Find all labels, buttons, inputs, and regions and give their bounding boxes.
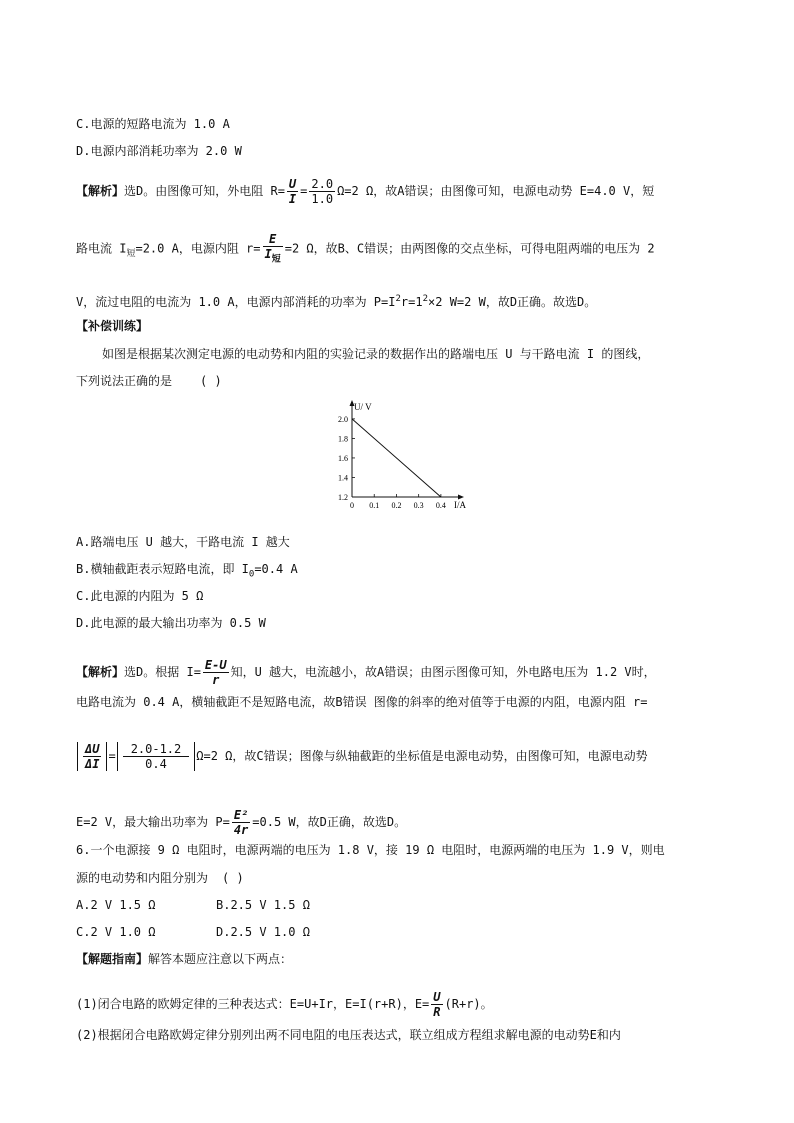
y-tick-label: 1.6 (338, 453, 348, 463)
y-tick-label: 2.0 (338, 414, 348, 424)
x-tick-label: 0.4 (435, 501, 446, 510)
text: 下列说法正确的是 (76, 374, 173, 388)
sub: 0 (248, 569, 255, 580)
choice-d: D.此电源的最大输出功率为 0.5 W (76, 616, 266, 630)
text: ×2 W=2 W，故D正确。故选D。 (428, 295, 597, 309)
guide-header (76, 951, 292, 967)
y-tick-label: 1.8 (338, 434, 348, 444)
option-d-previous: D.电源内部消耗功率为 2.0 W (76, 144, 242, 158)
text: 知，U 越大，电流越小，故A错误；由图示图像可知，外电路电压为 1.2 V时， (230, 665, 656, 679)
answer-blank: ( ) (222, 871, 244, 885)
x-tick-label: 0.1 (369, 501, 380, 510)
q6-choice-d: D.2.5 V 1.0 Ω (216, 925, 310, 939)
q6-line-1: 6.一个电源接 9 Ω 电阻时，电源两端的电压为 1.8 V，接 19 Ω 电阻时，电源两端的电压为 1.9 V，则电 (76, 843, 665, 857)
answer-blank: ( ) (200, 374, 222, 388)
analysis-2-line-2: 电路电流为 0.4 A，横轴截距不是短路电流，故B错误 图像的斜率的绝对值等于电源的内阻，电源内阻 r= (76, 695, 648, 709)
fraction-u-over-r: $\frac{U}{R}$ (433, 990, 441, 1019)
analysis-2-line-3 (76, 742, 648, 771)
text: 选D。由图像可知，外电阻 R= (124, 184, 285, 198)
x-axis-arrow (458, 495, 464, 500)
y-tick-label: 1.2 (338, 493, 348, 502)
analysis-tag: 【解析】 (76, 184, 125, 198)
subscript: 短 (126, 249, 136, 260)
fraction-values: $\frac{2.0}{1.0}$ (311, 177, 334, 206)
text: =0.4 A (254, 562, 298, 576)
u-i-chart (326, 400, 466, 520)
x-tick-label: 0.3 (413, 501, 424, 510)
y-axis-label: U/ V (354, 402, 372, 412)
fraction-u-over-i: $\frac{U}{I}$ (288, 177, 297, 206)
text: =2.0 A，电源内阻 r= (135, 241, 261, 256)
q6-line-2 (76, 870, 244, 886)
guide-tag: 【解题指南】 (76, 952, 149, 966)
y-tick-label: 1.4 (338, 473, 348, 483)
text: 解答本题应注意以下两点： (148, 952, 293, 966)
analysis-2-line-4 (76, 808, 406, 837)
choice-a: A.路端电压 U 越大，干路电流 I 越大 (76, 535, 290, 549)
text: (R+r)。 (444, 997, 493, 1011)
question-line-2 (76, 373, 222, 389)
analysis-tag: 【解析】 (76, 665, 125, 679)
text: 源的电动势和内阻分别为 (76, 871, 209, 885)
q6-choice-c: C.2 V 1.0 Ω (76, 925, 156, 939)
analysis-1-line-1 (76, 177, 654, 206)
question-line-1: 如图是根据某次测定电源的电动势和内阻的实验记录的数据作出的路端电压 U 与干路电流 I 的图线， (102, 347, 650, 361)
sup: 2 (395, 294, 401, 304)
analysis-2-line-1 (76, 658, 656, 687)
text: =2 Ω，故B、C错误；由两图像的交点坐标，可得电阻两端的电压为 2 (284, 241, 655, 256)
fraction-e2-over-4r: $\frac{\text{E²}}{4r}$ (233, 808, 249, 837)
abs-delta-u-over-delta-i: $\frac{\Delta U}{\Delta I}$ (77, 742, 107, 771)
guide-point-1 (76, 990, 493, 1019)
x-tick-label: 0.2 (391, 501, 402, 510)
text: =0.5 W，故D正确，故选D。 (252, 815, 407, 829)
analysis-1-line-2 (76, 232, 655, 266)
text: Ω=2 Ω，故A错误；由图像可知，电源电动势 E=4.0 V，短 (337, 184, 655, 198)
supplement-title: 【补偿训练】 (76, 319, 149, 333)
option-c-previous: C.电源的短路电流为 1.0 A (76, 117, 230, 131)
fraction-e-minus-u-over-r: $\frac{E-U}{r}$ (204, 658, 227, 687)
sup: 2 (422, 294, 429, 304)
choice-c: C.此电源的内阻为 5 Ω (76, 589, 204, 603)
text: V，流过电阻的电流为 1.0 A，电源内部消耗的功率为 P=I (76, 295, 396, 309)
x-axis-label: I/A (454, 500, 466, 510)
text: = (300, 184, 308, 198)
q6-choice-b: B.2.5 V 1.5 Ω (216, 898, 310, 912)
text: Ω=2 Ω，故C错误；图像与纵轴截距的坐标值是电源电动势，由图像可知，电源电动势 (196, 749, 648, 763)
fraction-e-over-i-short: $\frac{E}{I_短}$ (264, 232, 281, 265)
series-line (352, 419, 441, 497)
text: E=2 V，最大输出功率为 P= (76, 815, 230, 829)
abs-values: $\frac{2.0-1.2}{0.4}$ (117, 742, 196, 771)
text: 选D。根据 I= (124, 665, 201, 679)
analysis-1-line-3 (76, 291, 596, 310)
text: (1)闭合电路的欧姆定律的三种表达式：E=U+Ir，E=I(r+R)，E= (76, 997, 430, 1011)
text: r=1 (400, 295, 423, 309)
text: = (108, 749, 116, 763)
q6-choice-a: A.2 V 1.5 Ω (76, 898, 156, 912)
guide-point-2: (2)根据闭合电路欧姆定律分别列出两不同电阻的电压表达式，联立组成方程组求解电源的电动势E和内 (76, 1028, 621, 1042)
x-tick-label: 0 (350, 501, 354, 510)
text: 路电流 I (76, 241, 127, 256)
choice-b (76, 561, 298, 582)
text: B.横轴截距表示短路电流，即 I (76, 562, 249, 576)
